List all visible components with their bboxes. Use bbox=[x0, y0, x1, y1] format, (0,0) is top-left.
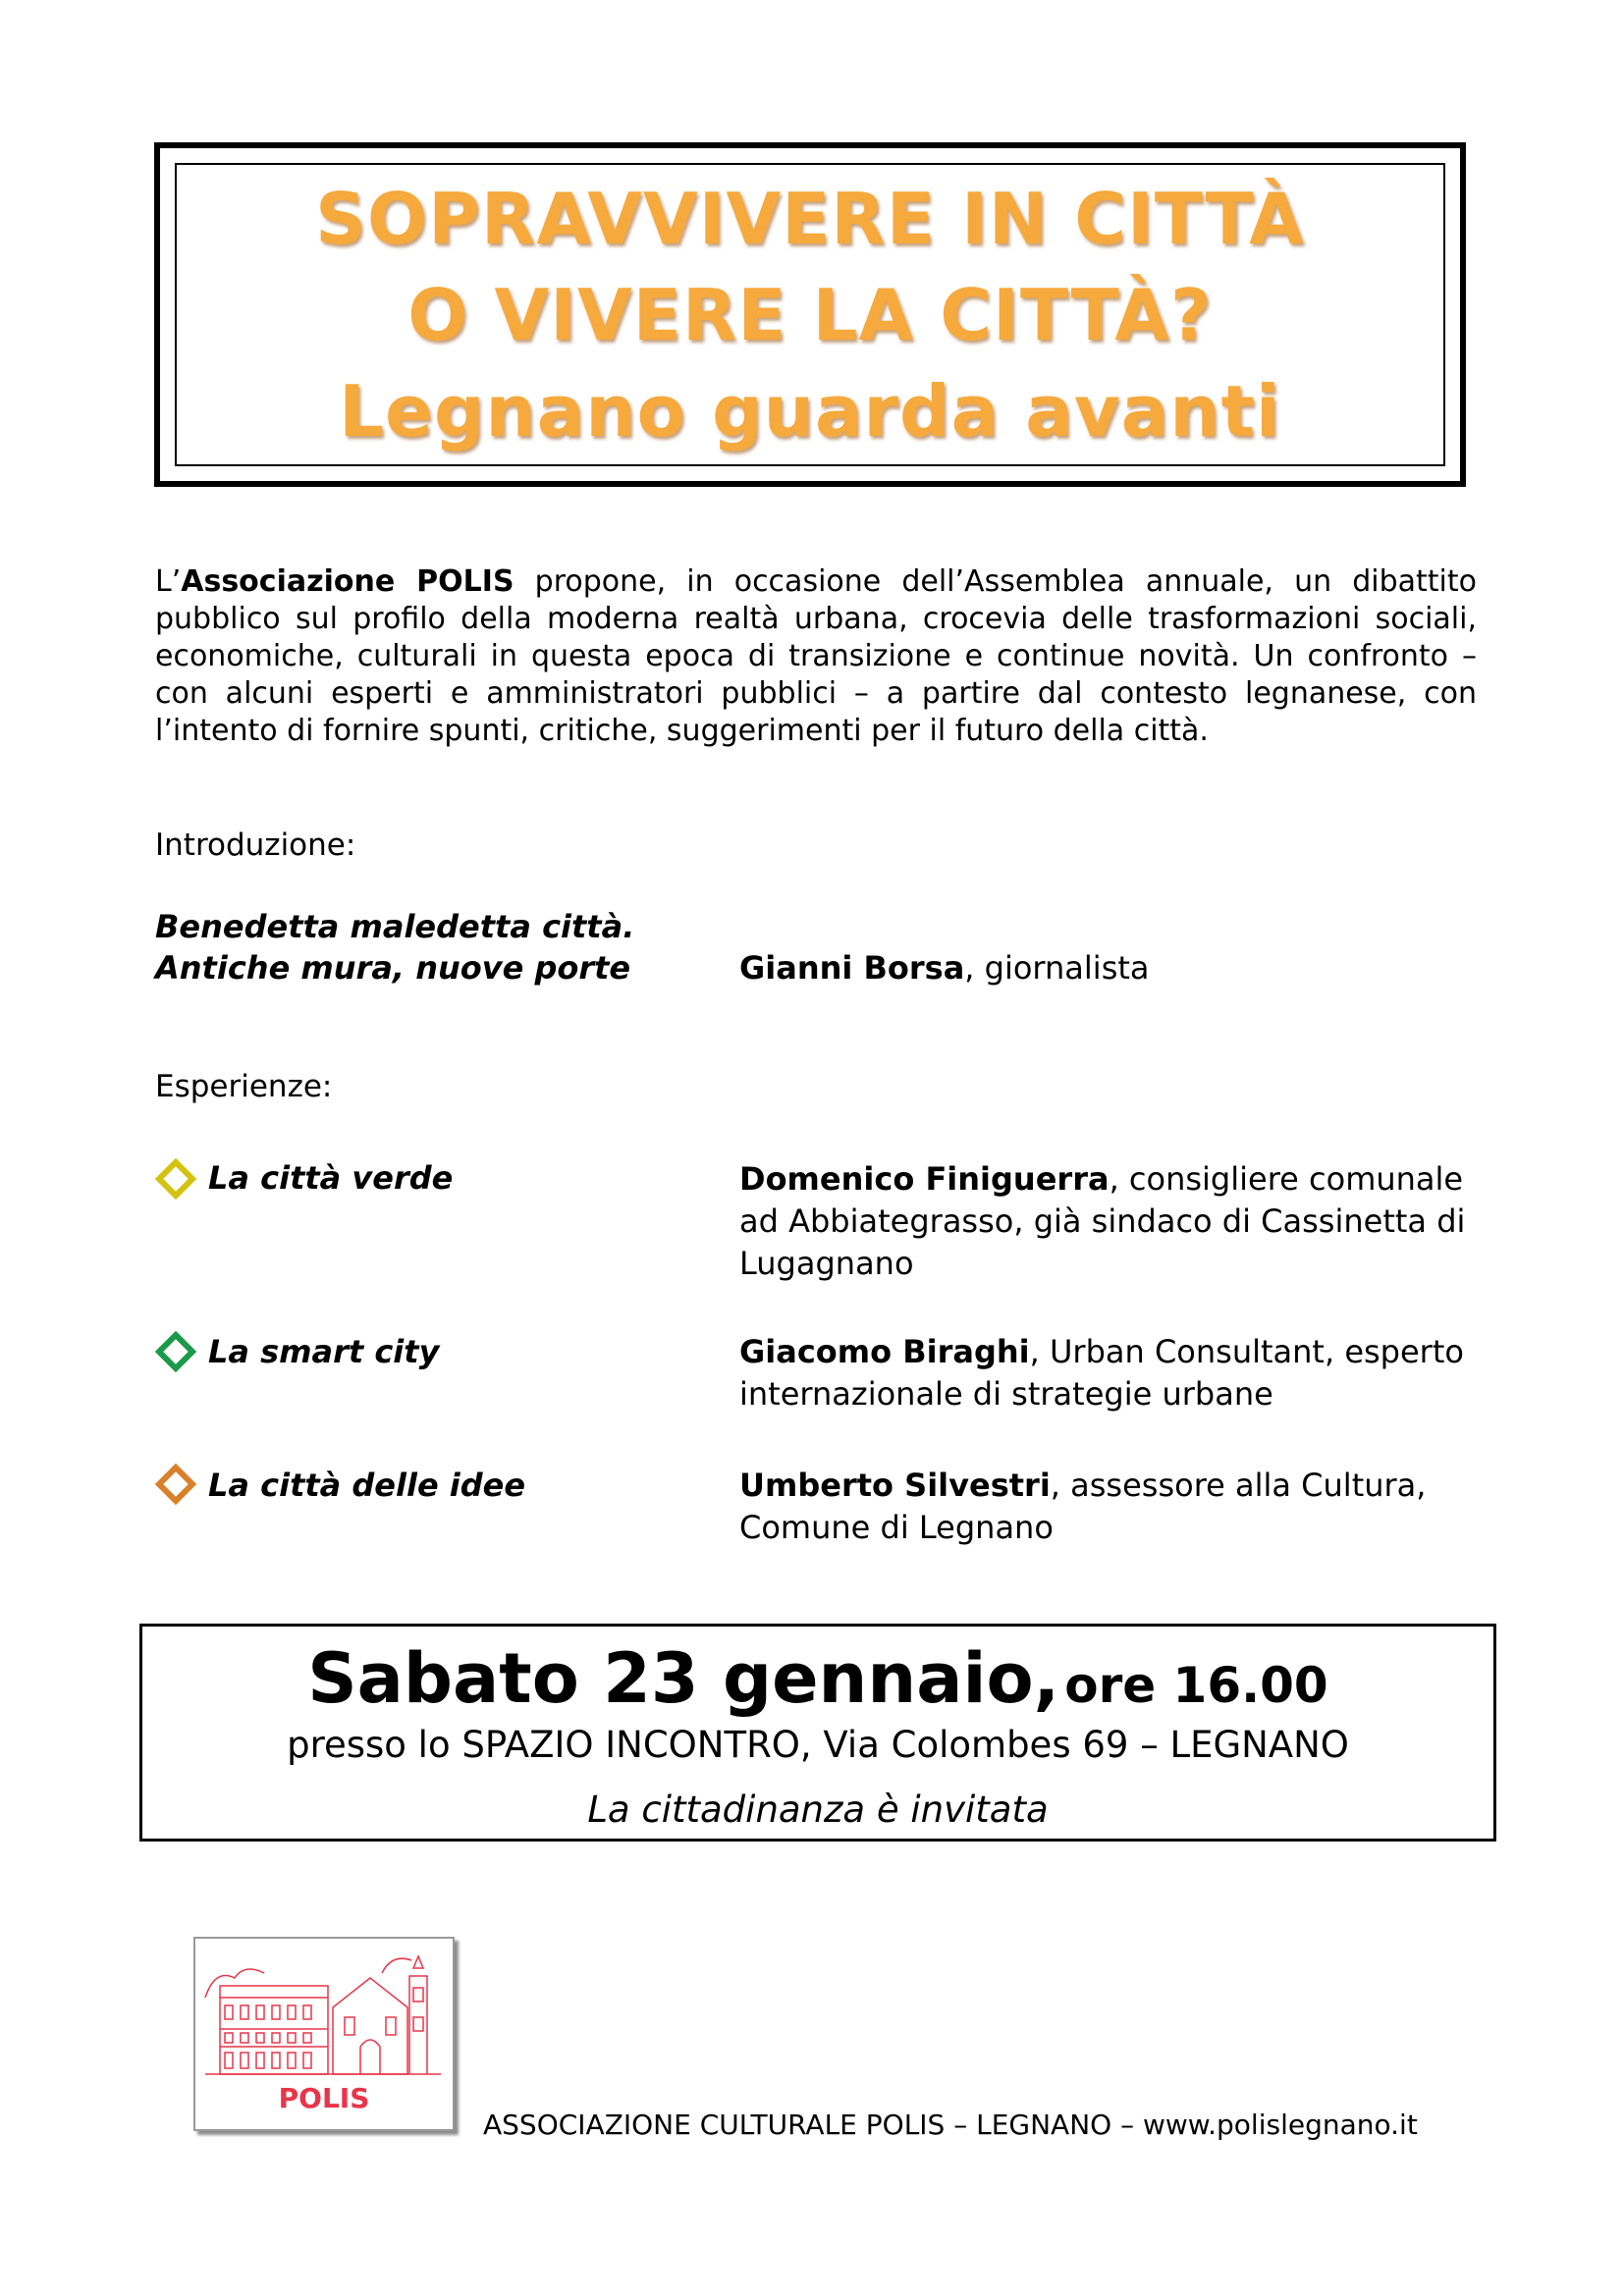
experience-title-idee: La città delle idee bbox=[208, 1467, 526, 1504]
intro-speaker-name: Gianni Borsa bbox=[739, 949, 965, 987]
event-date: Sabato 23 gennaio, bbox=[307, 1638, 1060, 1719]
title-line-1: SOPRAVVIVERE IN CITTÀ bbox=[315, 177, 1305, 260]
intro-text: propone, in occasione dell’Assemblea annuale, un dibattito pubblico sul profilo della moderna realtà urbana, crocevia delle trasformazioni sociali, economiche, culturali in questa epoca di transizione e continue novità. Un confronto – con alcuni esperti e amministratori pubblici – a partire dal contesto legnanese, con l’intento di fornire spunti, critiche, suggerimenti per il futuro della città. bbox=[155, 564, 1477, 748]
diamond-bullet-icon bbox=[155, 1464, 196, 1505]
polis-logo bbox=[193, 1937, 455, 2131]
speaker-role: , assessore alla Cultura, Comune di Legnano bbox=[739, 1467, 1427, 1546]
experience-title-verde: La città verde bbox=[208, 1159, 454, 1197]
speaker-name: Domenico Finiguerra bbox=[739, 1160, 1110, 1198]
speaker-role: , consigliere comunale ad Abbiategrasso, già sindaco di Cassinetta di Lugagnano bbox=[739, 1160, 1466, 1282]
intro-talk-line-1: Benedetta maledetta città. bbox=[155, 908, 635, 945]
event-date-box bbox=[139, 1624, 1496, 1842]
intro-org-name: Associazione POLIS bbox=[181, 564, 514, 599]
intro-talk-title bbox=[155, 906, 634, 988]
diamond-bullet-icon bbox=[155, 1158, 196, 1200]
title-line-2: O VIVERE LA CITTÀ? bbox=[407, 273, 1213, 356]
intro-speaker-role: , giornalista bbox=[964, 949, 1150, 987]
speaker-role: , Urban Consultant, esperto internazionale di strategie urbane bbox=[739, 1333, 1464, 1413]
title-inner-frame bbox=[175, 163, 1445, 466]
event-invite: La cittadinanza è invitata bbox=[587, 1789, 1049, 1831]
experience-speaker-finiguerra bbox=[739, 1158, 1486, 1285]
footer-text: ASSOCIAZIONE CULTURALE POLIS – LEGNANO – www.polislegnano.it bbox=[483, 2109, 1418, 2141]
experience-speaker-biraghi bbox=[739, 1331, 1486, 1415]
diamond-bullet-icon bbox=[155, 1331, 196, 1372]
introduzione-label: Introduzione: bbox=[155, 828, 356, 863]
speaker-name: Umberto Silvestri bbox=[739, 1467, 1051, 1504]
speaker-name: Giacomo Biraghi bbox=[739, 1333, 1030, 1370]
experience-speaker-silvestri bbox=[739, 1465, 1486, 1549]
intro-talk-line-2: Antiche mura, nuove porte bbox=[155, 949, 631, 987]
polis-building-illustration bbox=[195, 1939, 453, 2129]
intro-speaker bbox=[739, 947, 1486, 989]
intro-prefix: L’ bbox=[155, 564, 182, 599]
event-place: presso lo SPAZIO INCONTRO, Via Colombes 69 – LEGNANO bbox=[287, 1724, 1349, 1766]
esperienze-label: Esperienze: bbox=[155, 1069, 333, 1104]
intro-paragraph bbox=[155, 563, 1477, 750]
event-date-line bbox=[142, 1638, 1493, 1719]
event-time: ore 16.00 bbox=[1064, 1657, 1328, 1714]
experience-title-smart-city: La smart city bbox=[208, 1333, 440, 1370]
polis-logo-text: POLIS bbox=[278, 2082, 370, 2114]
title-line-3: Legnano guarda avanti bbox=[339, 369, 1281, 453]
title-box bbox=[154, 142, 1466, 487]
